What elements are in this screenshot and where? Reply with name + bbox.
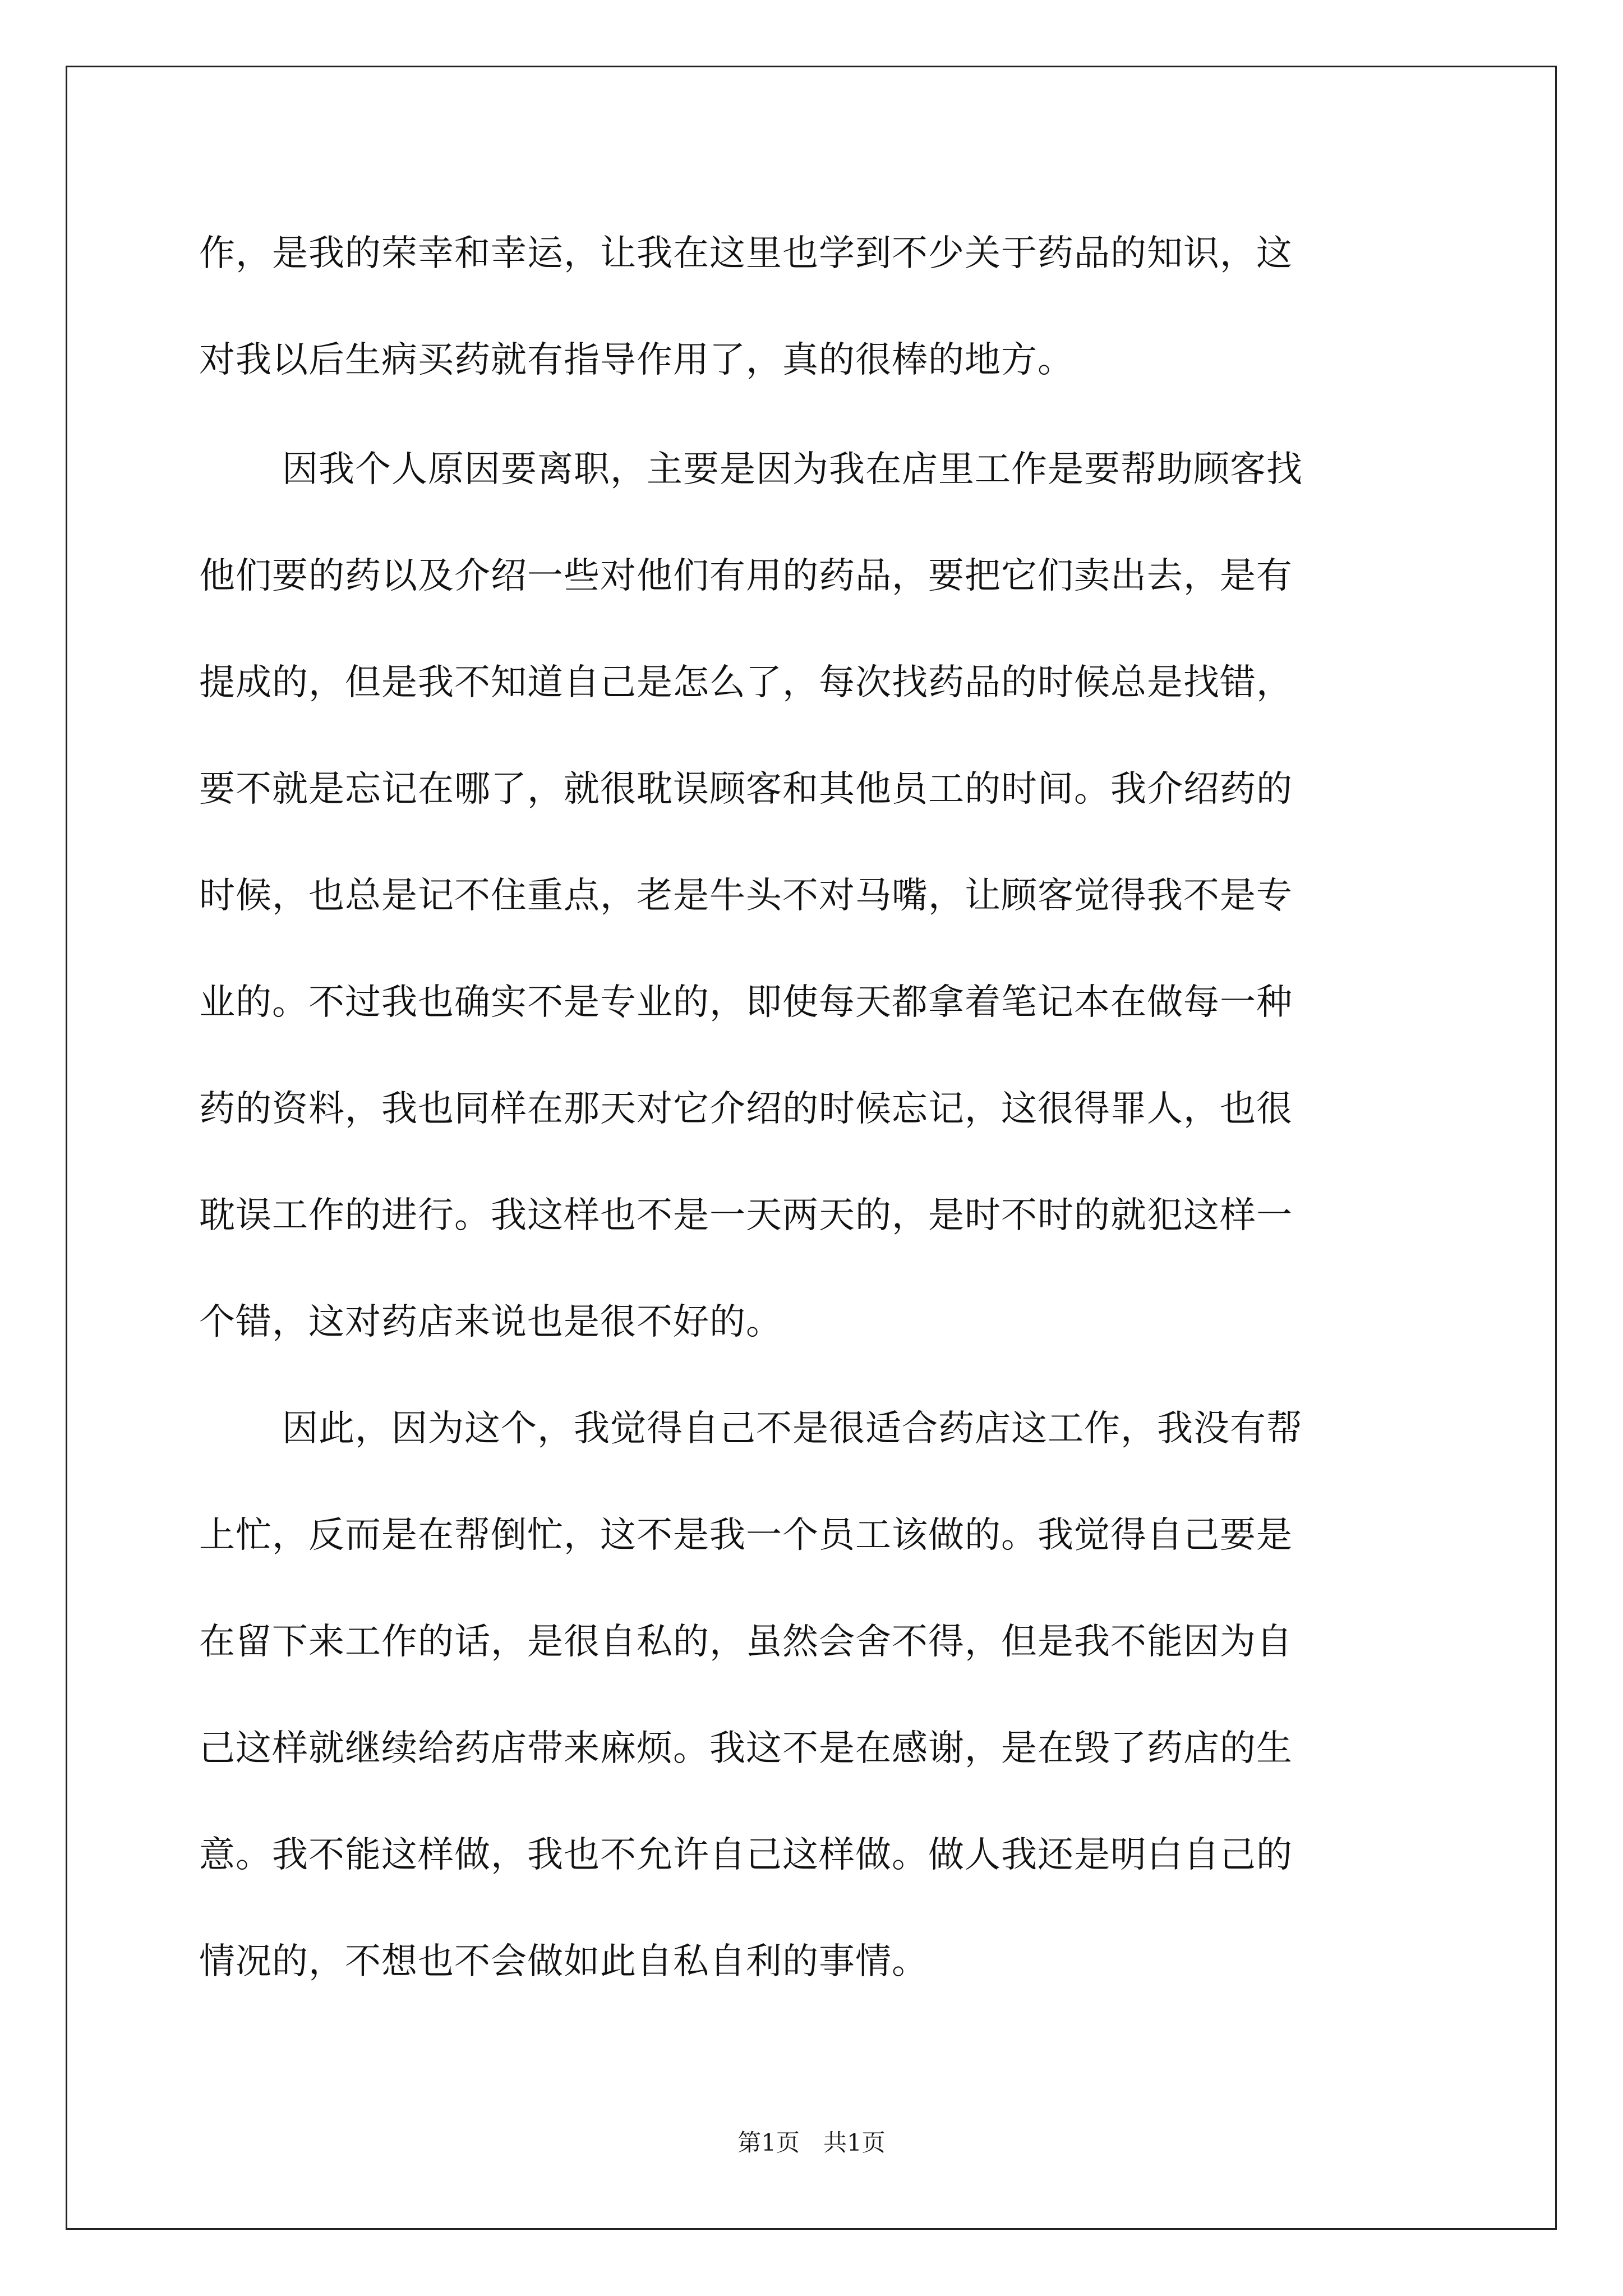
text-line: 情况的，不想也不会做如此自私自利的事情。 (199, 1941, 928, 1982)
text-line: 意。我不能这样做，我也不允许自己这样做。做人我还是明白自己的 (199, 1834, 1293, 1876)
text-line: 提成的，但是我不知道自己是怎么了，每次找药品的时候总是找错， (199, 662, 1293, 703)
page-number-footer: 第1页 共1页 (737, 2129, 886, 2156)
text-line: 己这样就继续给药店带来麻烦。我这不是在感谢，是在毁了药店的生 (199, 1728, 1293, 1769)
text-line: 对我以后生病买药就有指导作用了，真的很棒的地方。 (199, 339, 1074, 381)
text-line: 上忙，反而是在帮倒忙，这不是我一个员工该做的。我觉得自己要是 (199, 1515, 1293, 1556)
text-line: 他们要的药以及介绍一些对他们有用的药品，要把它们卖出去，是有 (199, 555, 1293, 597)
text-line: 个错，这对药店来说也是很不好的。 (199, 1301, 782, 1343)
text-line: 业的。不过我也确实不是专业的，即使每天都拿着笔记本在做每一种 (199, 982, 1293, 1023)
text-line: 因此，因为这个，我觉得自己不是很适合药店这工作，我没有帮 (282, 1408, 1303, 1450)
text-line: 在留下来工作的话，是很自私的，虽然会舍不得，但是我不能因为自 (199, 1621, 1293, 1663)
text-line: 因我个人原因要离职，主要是因为我在店里工作是要帮助顾客找 (282, 449, 1303, 490)
text-line: 药的资料，我也同样在那天对它介绍的时候忘记，这很得罪人，也很 (199, 1088, 1293, 1130)
text-line: 要不就是忘记在哪了，就很耽误顾客和其他员工的时间。我介绍药的 (199, 769, 1293, 810)
text-line: 作，是我的荣幸和幸运，让我在这里也学到不少关于药品的知识，这 (199, 233, 1293, 274)
text-line: 耽误工作的进行。我这样也不是一天两天的，是时不时的就犯这样一 (199, 1195, 1293, 1236)
text-line: 时候，也总是记不住重点，老是牛头不对马嘴，让顾客觉得我不是专 (199, 875, 1293, 917)
